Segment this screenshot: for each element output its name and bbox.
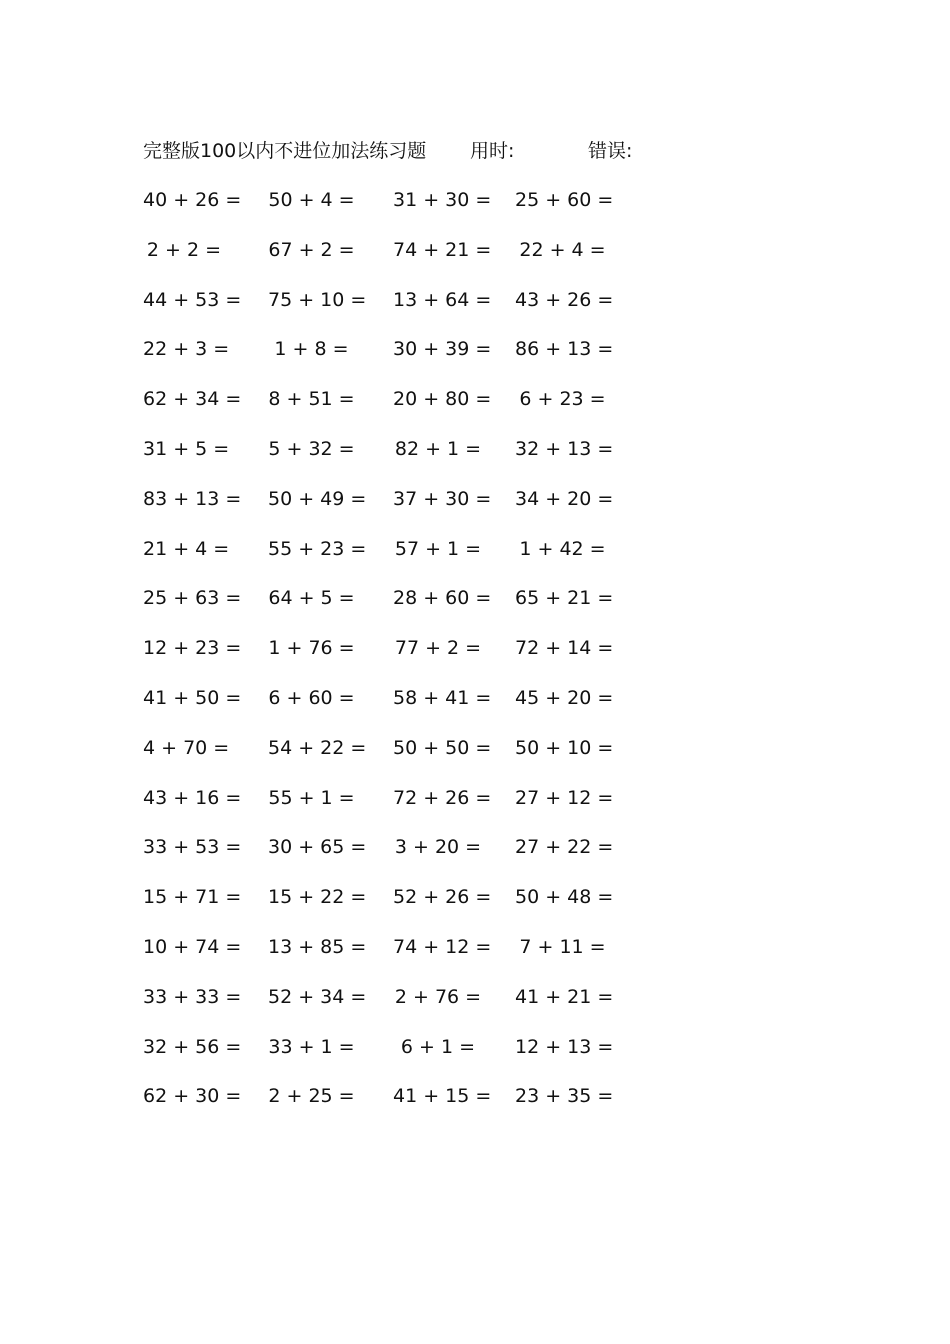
problem-cell: 25 + 60 = [515,189,614,211]
problem-cell: 72 + 14 = [515,637,614,660]
problem-row [0,334,950,384]
problem-cell: 74 + 12 = [393,935,492,958]
problem-cell: 37 + 30 = [393,487,492,510]
problem-row [0,185,950,235]
problem-row [0,534,950,584]
problem-cell: 28 + 60 = [393,587,492,610]
problem-row [0,583,950,633]
problem-cell: 2 + 76 = [394,985,482,1008]
problem-cell: 23 + 35 = [515,1085,614,1108]
problem-cell: 31 + 5 = [143,437,230,460]
problem-cell: 55 + 23 = [268,537,367,560]
problem-row [0,633,950,683]
problem-cell: 13 + 64 = [393,288,492,311]
problem-cell: 6 + 1 = [400,1035,476,1058]
problem-cell: 15 + 71 = [143,886,242,909]
problem-row [0,484,950,534]
problem-cell: 22 + 3 = [143,338,230,361]
problem-cell: 27 + 22 = [515,836,614,859]
problem-cell: 67 + 2 = [268,238,355,261]
problem-cell: 55 + 1 = [268,786,355,809]
problem-row [0,434,950,484]
problem-cell: 3 + 20 = [394,836,482,859]
problem-cell: 62 + 34 = [143,388,242,411]
time-used-label: 用时: [470,140,515,162]
problem-cell: 86 + 13 = [515,338,614,361]
problem-row [0,932,950,982]
problem-cell: 33 + 1 = [268,1035,355,1058]
problem-row [0,683,950,733]
problem-row [0,235,950,285]
problem-cell: 41 + 15 = [393,1085,492,1108]
problem-row [0,1081,950,1131]
problem-cell: 58 + 41 = [393,686,492,709]
problem-grid [0,185,950,1131]
problem-cell: 72 + 26 = [393,786,492,809]
problem-cell: 32 + 13 = [515,437,614,460]
problem-cell: 82 + 1 = [394,437,482,460]
worksheet-title: 完整版100以内不进位加法练习题 [143,140,427,162]
problem-cell: 33 + 53 = [143,836,242,859]
problem-cell: 75 + 10 = [268,288,367,311]
problem-cell: 50 + 49 = [268,487,367,510]
problem-cell: 43 + 16 = [143,786,242,809]
problem-cell: 50 + 10 = [515,736,614,759]
problem-cell: 30 + 65 = [268,836,367,859]
problem-cell: 50 + 48 = [515,886,614,909]
problem-cell: 65 + 21 = [515,587,614,610]
problem-cell: 52 + 34 = [268,985,367,1008]
problem-cell: 54 + 22 = [268,736,367,759]
problem-cell: 1 + 76 = [268,637,355,660]
problem-cell: 41 + 50 = [143,686,242,709]
problem-cell: 12 + 13 = [515,1035,614,1058]
problem-cell: 41 + 21 = [515,985,614,1008]
problem-cell: 12 + 23 = [143,637,242,660]
problem-cell: 83 + 13 = [143,487,242,510]
problem-cell: 32 + 56 = [143,1035,242,1058]
errors-label: 错误: [588,140,633,162]
problem-cell: 62 + 30 = [143,1085,242,1108]
problem-row [0,832,950,882]
problem-cell: 40 + 26 = [143,189,242,211]
problem-cell: 22 + 4 = [519,238,606,261]
problem-cell: 44 + 53 = [143,288,242,311]
problem-cell: 20 + 80 = [393,388,492,411]
problem-cell: 50 + 4 = [268,189,355,211]
problem-cell: 31 + 30 = [393,189,492,211]
problem-cell: 27 + 12 = [515,786,614,809]
problem-cell: 8 + 51 = [268,388,355,411]
problem-cell: 43 + 26 = [515,288,614,311]
problem-cell: 15 + 22 = [268,886,367,909]
problem-cell: 7 + 11 = [519,935,606,958]
problem-cell: 13 + 85 = [268,935,367,958]
problem-cell: 6 + 23 = [519,388,606,411]
problem-cell: 77 + 2 = [394,637,482,660]
problem-cell: 34 + 20 = [515,487,614,510]
problem-cell: 45 + 20 = [515,686,614,709]
problem-row [0,384,950,434]
problem-row [0,733,950,783]
problem-cell: 21 + 4 = [143,537,230,560]
problem-cell: 33 + 33 = [143,985,242,1008]
problem-cell: 6 + 60 = [268,686,355,709]
problem-cell: 5 + 32 = [268,437,355,460]
problem-cell: 50 + 50 = [393,736,492,759]
problem-cell: 2 + 2 = [146,238,222,261]
problem-row [0,783,950,833]
problem-cell: 25 + 63 = [143,587,242,610]
problem-cell: 4 + 70 = [143,736,230,759]
problem-cell: 1 + 8 = [274,338,349,361]
problem-cell: 52 + 26 = [393,886,492,909]
problem-cell: 74 + 21 = [393,238,492,261]
problem-row [0,982,950,1032]
problem-row [0,882,950,932]
problem-cell: 30 + 39 = [393,338,492,361]
problem-cell: 2 + 25 = [268,1085,355,1108]
problem-cell: 57 + 1 = [394,537,482,560]
problem-cell: 10 + 74 = [143,935,242,958]
problem-row [0,1032,950,1082]
problem-cell: 64 + 5 = [268,587,355,610]
problem-row [0,285,950,335]
problem-cell: 1 + 42 = [519,537,606,560]
